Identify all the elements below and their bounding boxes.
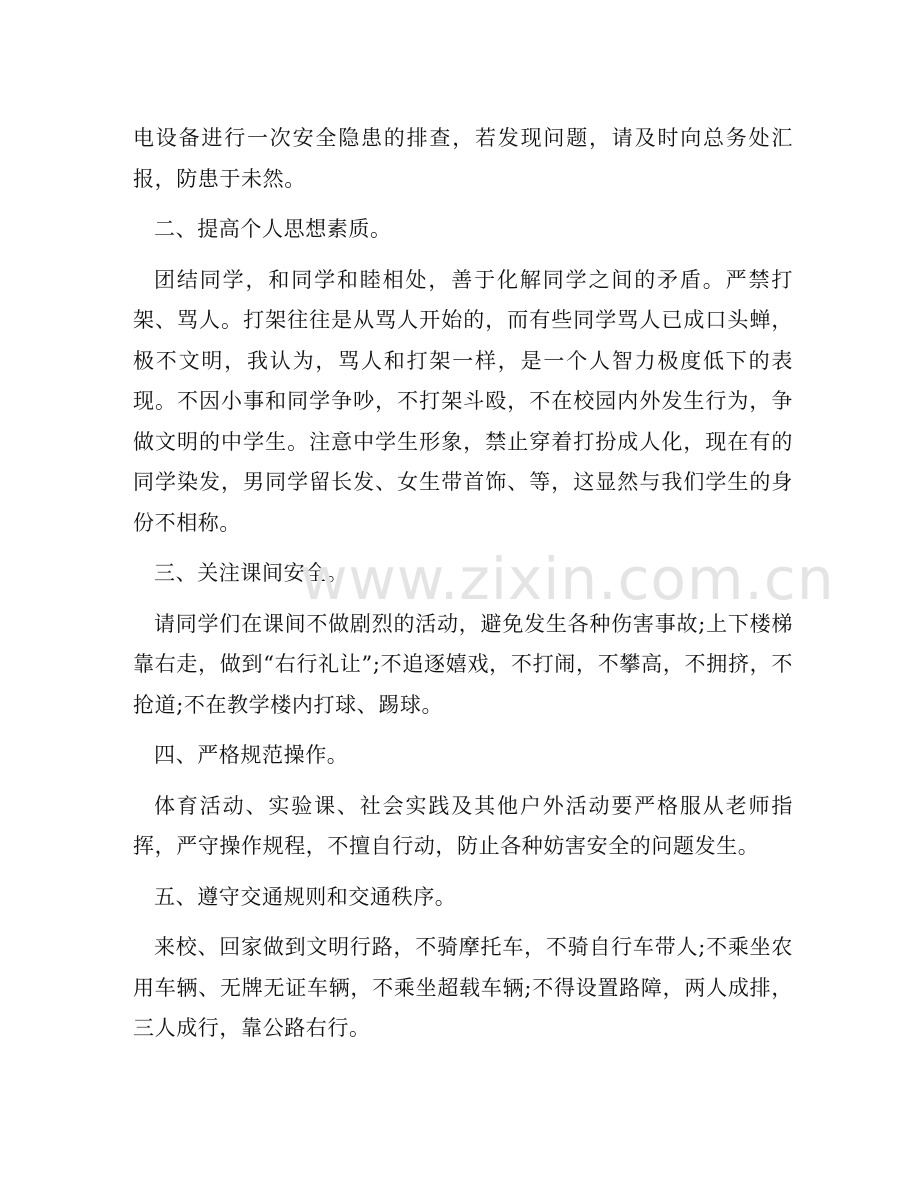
- paragraph-body: 电设备进行一次安全隐患的排查，若发现问题，请及时向总务处汇报，防患于未然。: [133, 126, 793, 191]
- paragraph-body: 体育活动、实验课、社会实践及其他户外活动要严格服从老师指挥，严守操作规程，不擅自行动，防止各种妨害安全的问题发生。: [133, 793, 793, 858]
- watermark: www.zixin.com.cn: [300, 545, 835, 613]
- section-heading: 三、关注课间安全。: [154, 561, 349, 585]
- section-heading: 四、严格规范操作。: [154, 743, 349, 767]
- document-body: [133, 118, 793, 1059]
- paragraph-body: 团结同学，和同学和睦相处，善于化解同学之间的矛盾。严禁打架、骂人。打架往往是从骂人开始的，而有些同学骂人已成口头蝉，极不文明，我认为，骂人和打架一样，是一个人智力极度低下的表现。不因小事和同学争吵，不打架斗殴，不在校园内外发生行为，争做文明的中学生。注意中学生形象，禁止穿着打扮成人化，现在有的同学染发，男同学留长发、女生带首饰、等，这显然与我们学生的身份不相称。: [133, 267, 793, 535]
- section-heading: 五、遵守交通规则和交通秩序。: [154, 884, 457, 909]
- section-heading: 二、提高个人思想素质。: [154, 217, 392, 241]
- paragraph-body: 请同学们在课间不做剧烈的活动，避免发生各种伤害事故;上下楼梯靠右走，做到“右行礼让”;不追逐嬉戏，不打闹，不攀高，不拥挤，不抢道;不在教学楼内打球、踢球。: [133, 611, 793, 717]
- paragraph-body: 来校、回家做到文明行路，不骑摩托车，不骑自行车带人;不乘坐农用车辆、无牌无证车辆，不乘坐超载车辆;不得设置路障，两人成排，三人成行，靠公路右行。: [133, 935, 793, 1040]
